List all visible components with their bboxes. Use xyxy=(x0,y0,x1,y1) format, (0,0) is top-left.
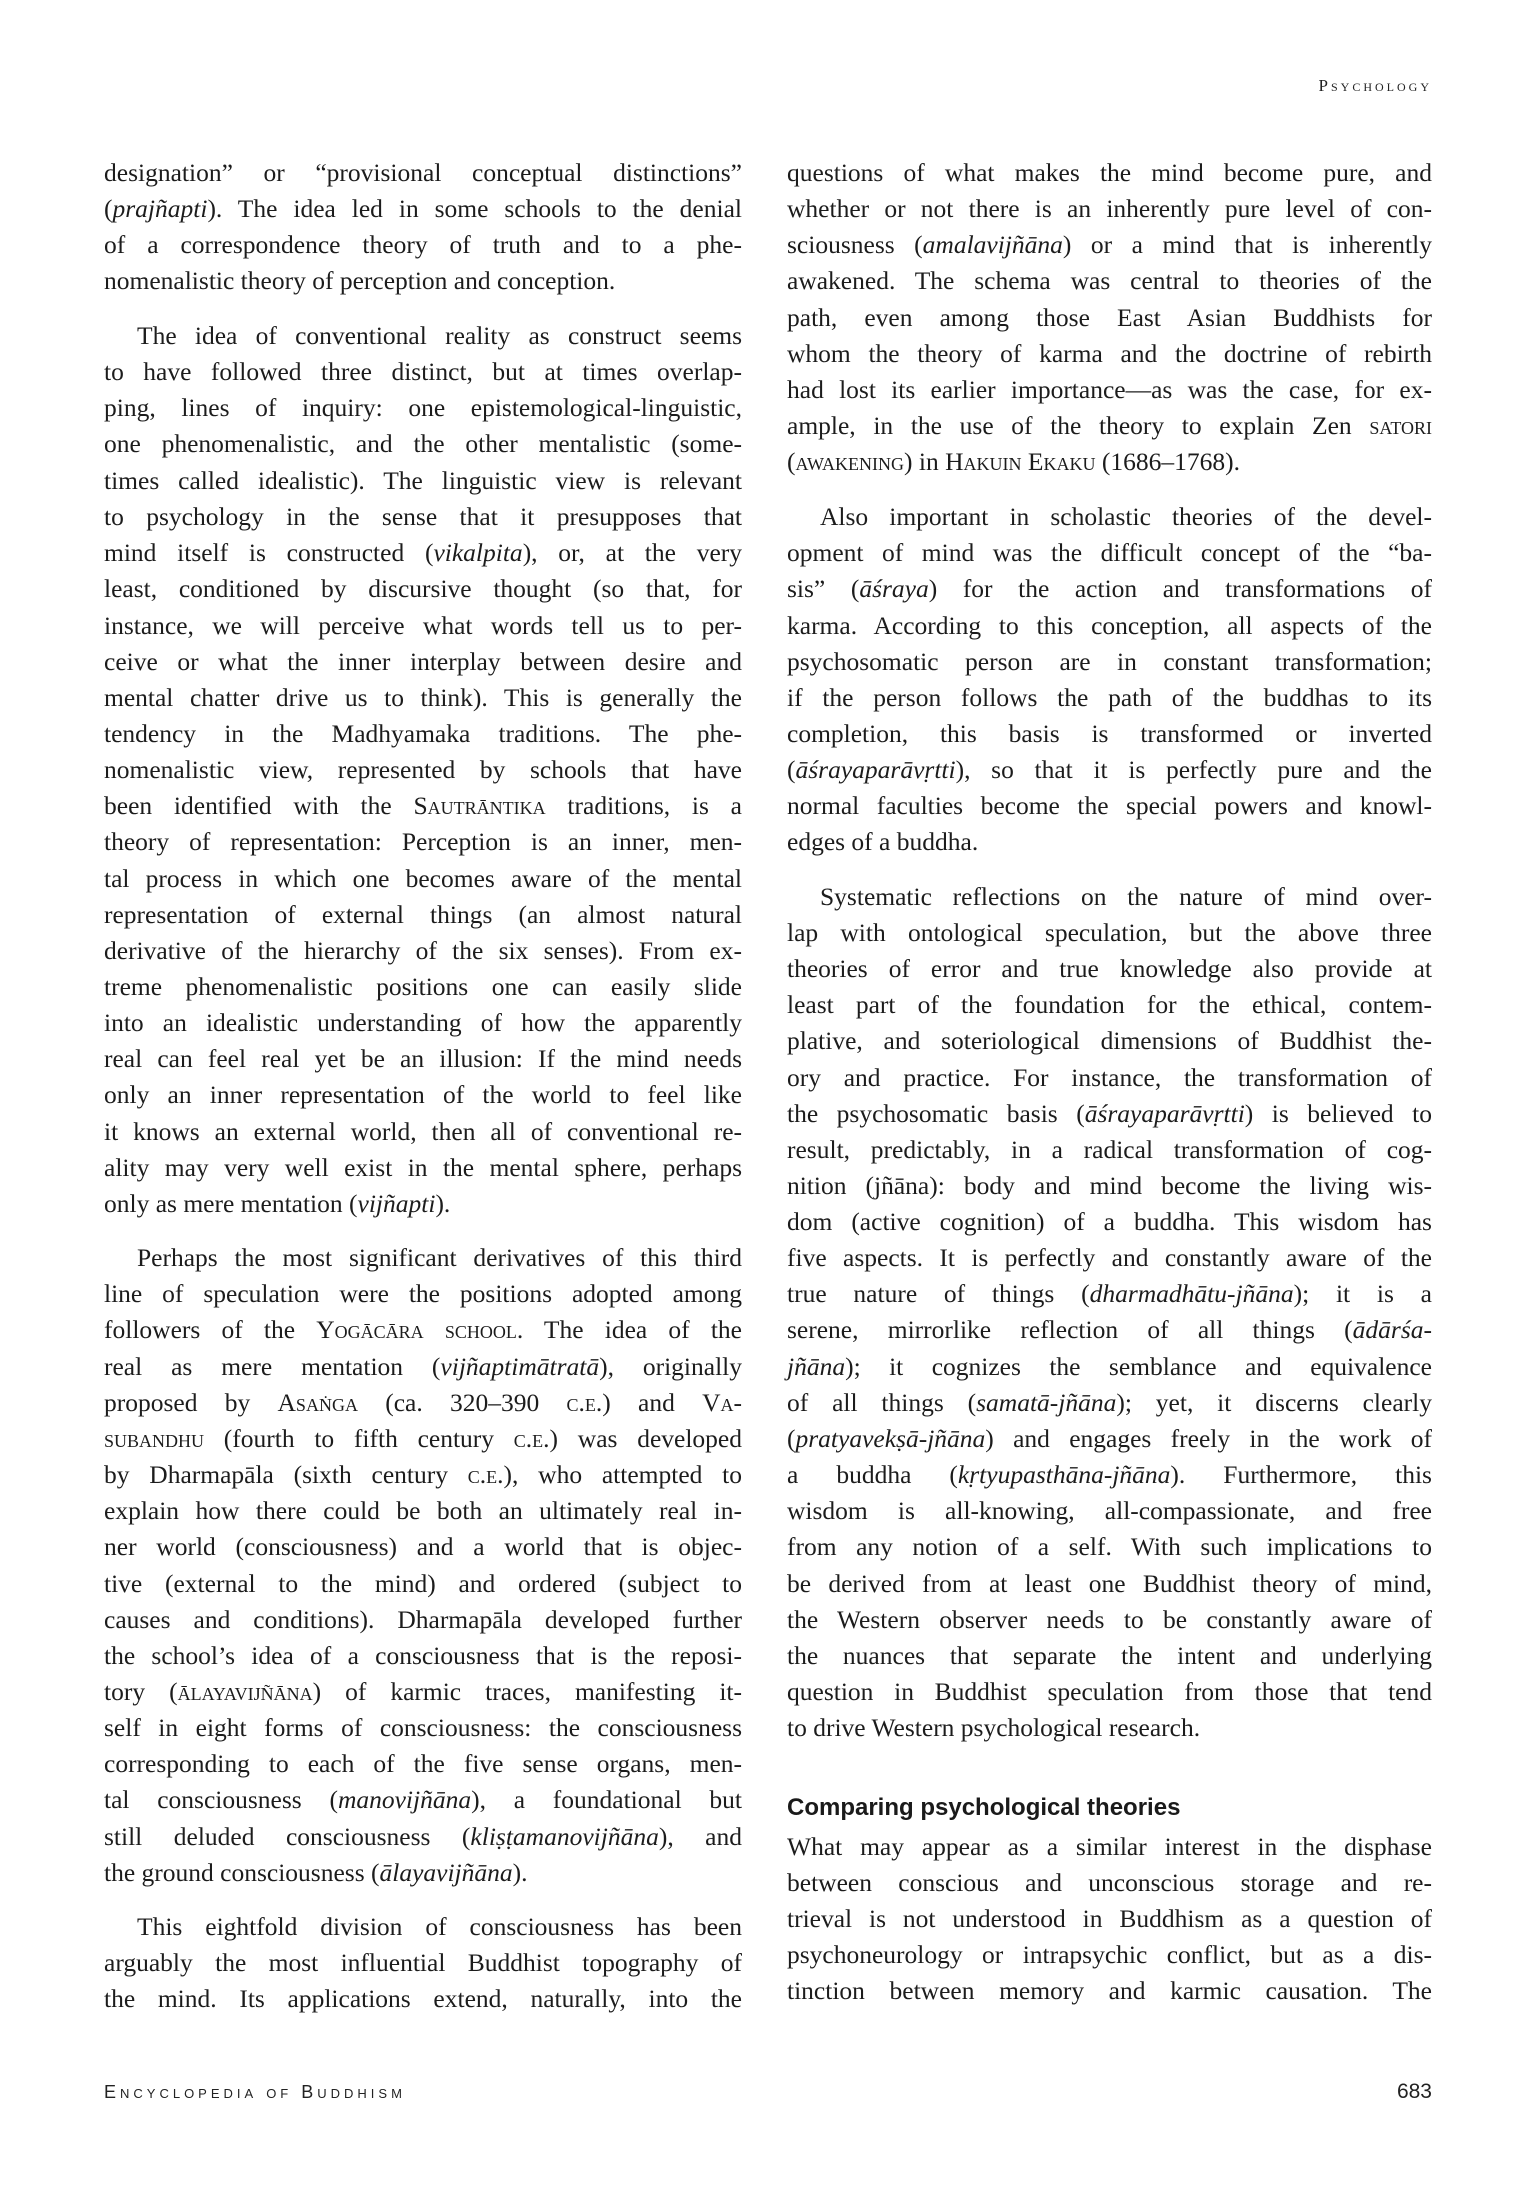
text-run: traditions, is a xyxy=(545,791,743,820)
italic-term: vijñaptimātratā xyxy=(440,1352,600,1381)
text-run: tive (external to the mind) and ordered (subject to xyxy=(104,1569,742,1598)
text-line xyxy=(104,969,742,1005)
section-heading: Comparing psychological theories xyxy=(787,1794,1181,1821)
text-line xyxy=(104,824,742,860)
text-run: still deluded consciousness ( xyxy=(104,1822,471,1851)
text-line xyxy=(104,933,742,969)
text-run: tal process in which one becomes aware of the mental xyxy=(104,864,742,893)
text-line xyxy=(104,155,742,191)
text-line xyxy=(104,463,742,499)
italic-term: amalavijñāna xyxy=(922,230,1063,259)
text-run: ceive or what the inner interplay between desire and xyxy=(104,647,742,676)
text-run: serene, mirrorlike reflection of all things ( xyxy=(787,1315,1353,1344)
text-line xyxy=(104,1276,742,1312)
text-run: ); it is a xyxy=(1293,1279,1433,1308)
text-run: self in eight forms of consciousness: the consciousness xyxy=(104,1713,742,1742)
italic-term: vijñapti xyxy=(357,1189,436,1218)
text-line xyxy=(104,390,742,426)
text-run: Systematic reflections on the nature of mind over- xyxy=(820,882,1432,911)
cross-reference-term: c.e. xyxy=(467,1460,504,1489)
text-run: corresponding to each of the five sense organs, men- xyxy=(104,1749,742,1778)
text-run: ) and engages freely in the work of xyxy=(985,1424,1432,1453)
text-run: completion, this basis is transformed or inverted xyxy=(787,719,1432,748)
text-run: nomenalistic theory of perception and conception. xyxy=(104,266,616,295)
text-run: causes and conditions). Dharmapāla developed further xyxy=(104,1605,742,1634)
text-line xyxy=(104,1005,742,1041)
text-line xyxy=(104,426,742,462)
cross-reference-term: Sautrāntika xyxy=(413,791,546,820)
page-number: 683 xyxy=(1396,2080,1432,2103)
text-line xyxy=(104,861,742,897)
italic-term: prajñapti xyxy=(112,194,208,223)
text-run: whom the theory of karma and the doctrine of rebirth xyxy=(787,339,1432,368)
text-line xyxy=(787,1276,1432,1312)
text-line xyxy=(787,716,1432,752)
text-line xyxy=(104,752,742,788)
text-run: ( xyxy=(787,447,796,476)
text-run: to drive Western psychological research. xyxy=(787,1713,1201,1742)
text-line xyxy=(104,1150,742,1186)
text-line xyxy=(104,1674,742,1710)
italic-term: kliṣṭamanovijñāna xyxy=(470,1822,659,1851)
text-line xyxy=(787,1638,1432,1674)
text-line xyxy=(787,951,1432,987)
cross-reference-term: Hakuin Ekaku xyxy=(945,447,1096,476)
text-line xyxy=(787,1060,1432,1096)
text-line xyxy=(787,227,1432,263)
text-line xyxy=(787,408,1432,444)
text-line xyxy=(104,263,742,299)
text-line xyxy=(104,1385,742,1421)
text-line xyxy=(104,1782,742,1818)
text-run: ality may very well exist in the mental sphere, perhaps xyxy=(104,1153,742,1182)
text-run: result, predictably, in a radical transformation of cog- xyxy=(787,1135,1432,1164)
text-run: ), who attempted to xyxy=(503,1460,742,1489)
text-run: only an inner representation of the world to feel like xyxy=(104,1080,742,1109)
text-run: ), or, at the very xyxy=(522,538,743,567)
text-run: mental chatter drive us to think). This is generally the xyxy=(104,683,742,712)
text-line xyxy=(104,716,742,752)
text-run: ). xyxy=(512,1858,528,1887)
text-run: be derived from at least one Buddhist theory of mind, xyxy=(787,1569,1432,1598)
italic-term: āśrayaparāvṛtti xyxy=(1084,1099,1245,1128)
text-line xyxy=(787,372,1432,408)
cross-reference-term: ālayavijñāna xyxy=(177,1677,313,1706)
text-run: times called idealistic). The linguistic view is relevant xyxy=(104,466,742,495)
text-line xyxy=(787,1023,1432,1059)
text-run: followers of the xyxy=(104,1315,317,1344)
text-run: of a correspondence theory of truth and to a phe- xyxy=(104,230,742,259)
text-run: least, conditioned by discursive thought (so that, for xyxy=(104,574,742,603)
cross-reference-term: c.e. xyxy=(513,1424,550,1453)
text-run: been identified with the xyxy=(104,791,414,820)
text-run: nomenalistic view, represented by schools that have xyxy=(104,755,742,784)
text-line xyxy=(104,1566,742,1602)
text-line xyxy=(787,1457,1432,1493)
text-run: treme phenomenalistic positions one can easily slide xyxy=(104,972,742,1001)
text-line xyxy=(104,1077,742,1113)
text-run: from any notion of a self. With such implications to xyxy=(787,1532,1432,1561)
text-line xyxy=(787,915,1432,951)
text-run: representation of external things (an almost natural xyxy=(104,900,742,929)
text-line xyxy=(787,1096,1432,1132)
text-line xyxy=(787,1349,1432,1385)
text-run: Also important in scholastic theories of the devel- xyxy=(820,502,1432,531)
text-line xyxy=(787,1132,1432,1168)
text-line xyxy=(104,1909,742,1945)
text-line xyxy=(104,227,742,263)
text-line xyxy=(787,987,1432,1023)
text-run: wisdom is all-knowing, all-compassionate, and free xyxy=(787,1496,1432,1525)
text-line xyxy=(104,788,742,824)
text-run: the Western observer needs to be constantly aware of xyxy=(787,1605,1432,1634)
text-line xyxy=(787,571,1432,607)
text-run: derivative of the hierarchy of the six senses). From ex- xyxy=(104,936,742,965)
italic-term: ādārśa- xyxy=(1352,1315,1432,1344)
text-line xyxy=(787,1602,1432,1638)
text-run: ( xyxy=(104,194,113,223)
text-line xyxy=(787,680,1432,716)
text-run: if the person follows the path of the buddhas to its xyxy=(787,683,1432,712)
text-line xyxy=(787,1421,1432,1457)
text-run: ). xyxy=(435,1189,451,1218)
text-line xyxy=(104,571,742,607)
italic-term: āśrayaparāvṛtti xyxy=(795,755,956,784)
text-run: tendency in the Madhyamaka traditions. The phe- xyxy=(104,719,742,748)
text-run: ) for the action and transformations of xyxy=(928,574,1432,603)
text-run: true nature of things ( xyxy=(787,1279,1090,1308)
text-run: had lost its earlier importance—as was the case, for ex- xyxy=(787,375,1432,404)
text-run: question in Buddhist speculation from those that tend xyxy=(787,1677,1432,1706)
text-line xyxy=(104,1240,742,1276)
text-run: edges of a buddha. xyxy=(787,827,979,856)
cross-reference-term: Asaṅga xyxy=(277,1388,358,1417)
text-line xyxy=(787,263,1432,299)
text-run: by Dharmapāla (sixth century xyxy=(104,1460,468,1489)
text-run: karma. According to this conception, all aspects of the xyxy=(787,611,1432,640)
text-run: only as mere mentation ( xyxy=(104,1189,358,1218)
text-run: the mind. Its applications extend, naturally, into the xyxy=(104,1984,742,2013)
text-run: plative, and soteriological dimensions of Buddhist the- xyxy=(787,1026,1432,1055)
text-run: theory of representation: Perception is an inner, men- xyxy=(104,827,742,856)
text-run: ) was developed xyxy=(549,1424,742,1453)
text-line xyxy=(104,354,742,390)
text-line xyxy=(104,1349,742,1385)
text-line xyxy=(104,1602,742,1638)
text-line xyxy=(104,1819,742,1855)
italic-term: samatā-jñāna xyxy=(976,1388,1117,1417)
text-line xyxy=(787,788,1432,824)
text-run: tal consciousness ( xyxy=(104,1785,338,1814)
text-line xyxy=(104,318,742,354)
text-run: explain how there could be both an ultimately real in- xyxy=(104,1496,742,1525)
text-line xyxy=(787,1710,1432,1746)
text-line xyxy=(104,499,742,535)
text-line xyxy=(787,1973,1432,2009)
text-run: (ca. 320–390 xyxy=(357,1388,567,1417)
text-line xyxy=(787,752,1432,788)
text-run: the nuances that separate the intent and underlying xyxy=(787,1641,1432,1670)
text-line xyxy=(787,499,1432,535)
italic-term: āśraya xyxy=(859,574,929,603)
text-run: the school’s idea of a consciousness that is the reposi- xyxy=(104,1641,742,1670)
text-run: line of speculation were the positions adopted among xyxy=(104,1279,742,1308)
text-line xyxy=(104,535,742,571)
text-run: ) of karmic traces, manifesting it- xyxy=(312,1677,742,1706)
text-run: trieval is not understood in Buddhism as a question of xyxy=(787,1904,1432,1933)
text-run: sis” ( xyxy=(787,574,860,603)
text-run: tinction between memory and karmic causation. The xyxy=(787,1976,1432,2005)
text-line xyxy=(787,644,1432,680)
text-run: the psychosomatic basis ( xyxy=(787,1099,1085,1128)
text-run: whether or not there is an inherently pure level of con- xyxy=(787,194,1432,223)
text-run: real can feel real yet be an illusion: If the mind needs xyxy=(104,1044,742,1073)
text-line xyxy=(104,1746,742,1782)
text-line xyxy=(787,1385,1432,1421)
text-run: psychosomatic person are in constant transformation; xyxy=(787,647,1432,676)
text-run: nition (jñāna): body and mind become the living wis- xyxy=(787,1171,1432,1200)
text-line xyxy=(787,1240,1432,1276)
text-run: ( xyxy=(787,755,796,784)
text-line xyxy=(787,300,1432,336)
text-line xyxy=(104,644,742,680)
text-run: ); it cognizes the semblance and equivalence xyxy=(845,1352,1432,1381)
text-line xyxy=(787,535,1432,571)
text-line xyxy=(787,1204,1432,1240)
text-run: into an idealistic understanding of how the apparently xyxy=(104,1008,742,1037)
text-run: ), so that it is perfectly pure and the xyxy=(955,755,1432,784)
text-run: ); yet, it discerns clearly xyxy=(1116,1388,1432,1417)
text-run: dom (active cognition) of a buddha. This wisdom has xyxy=(787,1207,1432,1236)
text-run: ) and xyxy=(602,1388,703,1417)
text-run: (fourth to fifth century xyxy=(204,1424,514,1453)
text-run: What may appear as a similar interest in the disphase xyxy=(787,1832,1432,1861)
text-line xyxy=(104,1114,742,1150)
text-run: proposed by xyxy=(104,1388,278,1417)
text-line xyxy=(104,1638,742,1674)
text-line xyxy=(787,824,1432,860)
text-line xyxy=(104,1186,742,1222)
text-line xyxy=(787,444,1432,480)
cross-reference-term: c.e. xyxy=(566,1388,603,1417)
text-run: mind itself is constructed ( xyxy=(104,538,434,567)
italic-term: vikalpita xyxy=(433,538,523,567)
text-run: sciousness ( xyxy=(787,230,923,259)
text-run: ample, in the use of the theory to explain Zen xyxy=(787,411,1370,440)
text-line xyxy=(104,191,742,227)
italic-term: ālayavijñāna xyxy=(379,1858,513,1887)
text-run: The idea of conventional reality as construct seems xyxy=(137,321,742,350)
cross-reference-term: subandhu xyxy=(104,1424,205,1453)
text-line xyxy=(787,879,1432,915)
text-run: ( xyxy=(787,1424,796,1453)
italic-term: manovijñāna xyxy=(337,1785,472,1814)
text-line xyxy=(787,1168,1432,1204)
text-run: tory ( xyxy=(104,1677,178,1706)
text-run: between conscious and unconscious storage and re- xyxy=(787,1868,1432,1897)
text-run: a buddha ( xyxy=(787,1460,958,1489)
text-run: ner world (consciousness) and a world that is objec- xyxy=(104,1532,742,1561)
text-line xyxy=(104,1041,742,1077)
text-run: normal faculties become the special powers and knowl- xyxy=(787,791,1432,820)
text-line xyxy=(787,1901,1432,1937)
text-run: (1686–1768). xyxy=(1095,447,1240,476)
text-run: five aspects. It is perfectly and constantly aware of the xyxy=(787,1243,1432,1272)
text-line xyxy=(787,1829,1432,1865)
text-run: ). Furthermore, this xyxy=(1170,1460,1432,1489)
text-run: ) or a mind that is inherently xyxy=(1062,230,1432,259)
text-run: ), a foundational but xyxy=(471,1785,742,1814)
text-run: ) in xyxy=(904,447,946,476)
text-run: ping, lines of inquiry: one epistemological-linguistic, xyxy=(104,393,742,422)
text-run: arguably the most influential Buddhist topography of xyxy=(104,1948,742,1977)
text-line xyxy=(787,155,1432,191)
text-run: awakened. The schema was central to theories of the xyxy=(787,266,1432,295)
text-run: of all things ( xyxy=(787,1388,977,1417)
text-run: psychoneurology or intrapsychic conflict, but as a dis- xyxy=(787,1940,1432,1969)
text-run: questions of what makes the mind become pure, and xyxy=(787,158,1432,187)
italic-term: pratyavekṣā-jñāna xyxy=(795,1424,986,1453)
text-line xyxy=(787,1566,1432,1602)
text-run: lap with ontological speculation, but the above three xyxy=(787,918,1432,947)
text-line xyxy=(787,336,1432,372)
text-line xyxy=(787,1493,1432,1529)
text-run: . The idea of the xyxy=(516,1315,742,1344)
text-run: ), originally xyxy=(599,1352,742,1381)
text-line xyxy=(104,1493,742,1529)
text-run: ) is believed to xyxy=(1244,1099,1432,1128)
text-line xyxy=(104,680,742,716)
cross-reference-term: Yogācāra school xyxy=(316,1315,517,1344)
text-run: ). The idea led in some schools to the denial xyxy=(207,194,742,223)
text-line xyxy=(104,1457,742,1493)
text-line xyxy=(787,608,1432,644)
cross-reference-term: Va- xyxy=(702,1388,743,1417)
text-run: ory and practice. For instance, the transformation of xyxy=(787,1063,1432,1092)
text-run: This eightfold division of consciousness has been xyxy=(137,1912,742,1941)
text-line xyxy=(104,1710,742,1746)
text-line xyxy=(787,1674,1432,1710)
text-line xyxy=(787,1529,1432,1565)
cross-reference-term: satori xyxy=(1369,411,1432,440)
text-run: least part of the foundation for the ethical, contem- xyxy=(787,990,1432,1019)
text-line xyxy=(104,1312,742,1348)
text-line xyxy=(104,897,742,933)
text-run: designation” or “provisional conceptual distinctions” xyxy=(104,158,742,187)
text-line xyxy=(104,1529,742,1565)
text-line xyxy=(104,1981,742,2017)
text-run: opment of mind was the difficult concept of the “ba- xyxy=(787,538,1432,567)
text-run: one phenomenalistic, and the other mentalistic (some- xyxy=(104,429,742,458)
running-head: Psychology xyxy=(1318,76,1432,95)
text-line xyxy=(787,1312,1432,1348)
text-line xyxy=(104,1945,742,1981)
text-run: ), and xyxy=(658,1822,742,1851)
text-run: path, even among those East Asian Buddhists for xyxy=(787,303,1432,332)
text-run: Perhaps the most significant derivatives of this third xyxy=(137,1243,742,1272)
text-run: it knows an external world, then all of conventional re- xyxy=(104,1117,742,1146)
text-run: real as mere mentation ( xyxy=(104,1352,441,1381)
text-run: to have followed three distinct, but at times overlap- xyxy=(104,357,742,386)
italic-term: jñāna xyxy=(787,1352,846,1381)
italic-term: dharmadhātu-jñāna xyxy=(1089,1279,1294,1308)
text-line xyxy=(104,608,742,644)
italic-term: kṛtyupasthāna-jñāna xyxy=(957,1460,1171,1489)
footer-book-title: Encyclopedia of Buddhism xyxy=(104,2082,406,2102)
text-line xyxy=(104,1421,742,1457)
text-run: to psychology in the sense that it presupposes that xyxy=(104,502,742,531)
text-line xyxy=(787,1865,1432,1901)
text-line xyxy=(787,1937,1432,1973)
text-line xyxy=(787,191,1432,227)
text-run: the ground consciousness ( xyxy=(104,1858,380,1887)
text-line xyxy=(104,1855,742,1891)
text-run: theories of error and true knowledge also provide at xyxy=(787,954,1432,983)
cross-reference-term: awakening xyxy=(795,447,905,476)
text-run: instance, we will perceive what words tell us to per- xyxy=(104,611,742,640)
